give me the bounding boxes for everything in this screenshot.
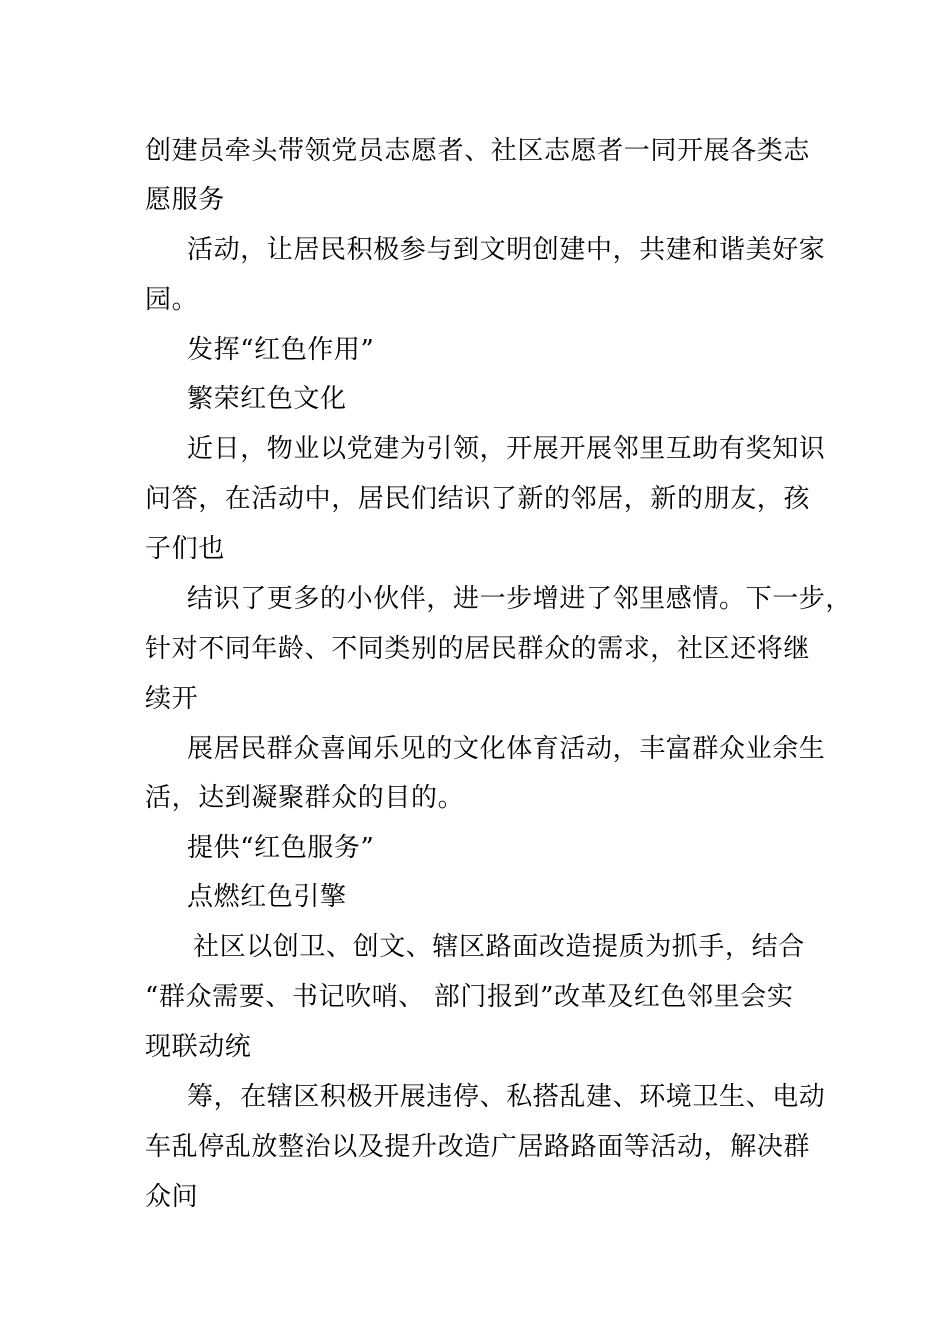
text-line: 现联动统 bbox=[145, 1032, 252, 1062]
text-line: 愿服务 bbox=[145, 185, 225, 215]
paragraph-line: 社区以创卫、创文、辖区路面改造提质为抓手，结合 bbox=[193, 932, 805, 962]
section-subheading: 繁荣红色文化 bbox=[187, 384, 347, 414]
text-line: “群众需要、书记吹哨、 部门报到”改革及红色邻里会实 bbox=[145, 982, 794, 1012]
text-line: 子们也 bbox=[145, 534, 225, 564]
text-line: 活，达到凝聚群众的目的。 bbox=[145, 783, 465, 813]
section-heading: 提供“红色服务” bbox=[187, 833, 375, 863]
text-line: 车乱停乱放整治以及提升改造广居路路面等活动，解决群 bbox=[145, 1132, 811, 1162]
paragraph-line: 近日，物业以党建为引领，开展开展邻里互助有奖知识 bbox=[187, 434, 826, 464]
text-line: 众问 bbox=[145, 1182, 199, 1212]
paragraph-line: 筹，在辖区积极开展违停、私搭乱建、环境卫生、电动 bbox=[187, 1082, 826, 1112]
paragraph-line: 结识了更多的小伙伴，进一步增进了邻里感情。下一步， bbox=[187, 584, 853, 614]
section-heading: 发挥“红色作用” bbox=[187, 335, 375, 365]
text-line: 问答，在活动中，居民们结识了新的邻居，新的朋友，孩 bbox=[145, 484, 811, 514]
text-line: 续开 bbox=[145, 684, 199, 714]
text-line: 针对不同年龄、不同类别的居民群众的需求，社区还将继 bbox=[145, 634, 811, 664]
text-line: 园。 bbox=[145, 285, 199, 315]
text-line: 创建员牵头带领党员志愿者、社区志愿者一同开展各类志 bbox=[145, 136, 811, 166]
section-subheading: 点燃红色引擎 bbox=[187, 882, 347, 912]
paragraph-line: 展居民群众喜闻乐见的文化体育活动，丰富群众业余生 bbox=[187, 734, 826, 764]
paragraph-line: 活动，让居民积极参与到文明创建中，共建和谐美好家 bbox=[187, 235, 826, 265]
